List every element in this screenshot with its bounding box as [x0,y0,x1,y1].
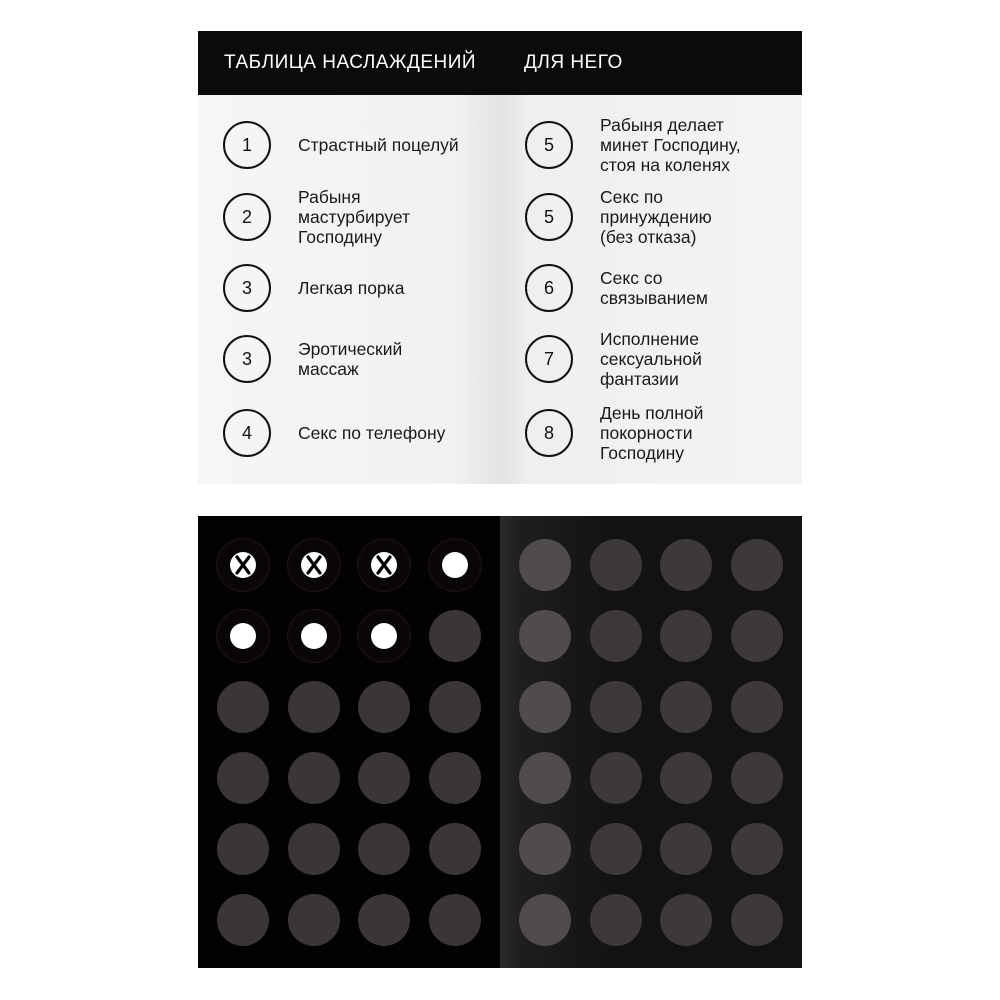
cross-mark-icon [371,552,397,578]
scratch-spot-covered[interactable] [358,752,410,804]
scratch-spot-covered[interactable] [731,610,783,662]
item-label: Легкая порка [298,278,405,298]
scratch-spot-revealed[interactable] [358,610,410,662]
scratch-spot-covered[interactable] [731,539,783,591]
scratch-spot-covered[interactable] [731,894,783,946]
scratch-spot-covered[interactable] [217,823,269,875]
item-label: Эротический массаж [298,339,403,379]
header-title-right: ДЛЯ НЕГО [524,52,623,73]
scratch-spot-covered[interactable] [519,610,571,662]
scratch-spot-revealed[interactable] [429,539,481,591]
item-label: День полной покорности Господину [600,403,704,463]
scratch-spot-covered[interactable] [288,894,340,946]
revealed-dot-icon [301,623,327,649]
revealed-dot-icon [442,552,468,578]
scratch-board [198,516,802,968]
scratch-spot-covered[interactable] [660,894,712,946]
scratch-spot-covered[interactable] [519,752,571,804]
scratch-spot-revealed[interactable] [217,610,269,662]
scratch-spot-covered[interactable] [590,539,642,591]
scratch-spot-covered[interactable] [217,681,269,733]
item-number-circle: 7 [525,335,573,383]
scratch-spot-covered[interactable] [217,752,269,804]
item-label: Рабыня делает минет Господину, стоя на коленях [600,115,741,175]
item-number-circle: 2 [223,193,271,241]
scratch-spot-covered[interactable] [519,539,571,591]
item-number-circle: 5 [525,121,573,169]
scratch-spot-covered[interactable] [358,823,410,875]
scratch-spot-covered[interactable] [288,823,340,875]
scratch-spot-covered[interactable] [519,894,571,946]
item-number-circle: 3 [223,335,271,383]
scratch-spot-covered[interactable] [519,681,571,733]
scratch-spot-covered[interactable] [288,681,340,733]
item-label: Исполнение сексуальной фантазии [600,329,702,389]
scratch-spot-covered[interactable] [590,823,642,875]
revealed-dot-icon [371,623,397,649]
scratch-spot-covered[interactable] [731,823,783,875]
item-label: Секс по телефону [298,423,446,443]
scratch-spot-covered[interactable] [429,894,481,946]
item-number-circle: 8 [525,409,573,457]
item-number-circle: 6 [525,264,573,312]
revealed-dot-icon [230,623,256,649]
scratch-spot-covered[interactable] [660,823,712,875]
scratch-spot-covered[interactable] [358,681,410,733]
scratch-spot-crossed[interactable] [288,539,340,591]
scratch-spot-covered[interactable] [217,894,269,946]
scratch-spot-covered[interactable] [660,610,712,662]
scratch-spot-covered[interactable] [590,681,642,733]
scratch-spot-covered[interactable] [429,681,481,733]
header-title-left: ТАБЛИЦА НАСЛАЖДЕНИЙ [224,52,477,73]
cross-mark-icon [230,552,256,578]
scratch-spot-covered[interactable] [429,752,481,804]
scratch-spot-covered[interactable] [590,610,642,662]
scratch-board-left [198,516,500,968]
scratch-spot-covered[interactable] [519,823,571,875]
scratch-spot-covered[interactable] [590,894,642,946]
scratch-spot-covered[interactable] [429,610,481,662]
item-number-circle: 4 [223,409,271,457]
scratch-spot-covered[interactable] [660,681,712,733]
item-number-circle: 3 [223,264,271,312]
item-label: Страстный поцелуй [298,135,459,155]
item-label: Рабыня мастурбирует Господину [298,187,411,247]
table-header [198,31,802,95]
item-number-circle: 5 [525,193,573,241]
pleasure-table-booklet [198,31,802,484]
scratch-spot-covered[interactable] [288,752,340,804]
scratch-board-right [500,516,802,968]
item-label: Секс со связыванием [600,268,708,308]
scratch-spot-covered[interactable] [660,539,712,591]
scratch-spot-covered[interactable] [358,894,410,946]
scratch-spot-covered[interactable] [660,752,712,804]
scratch-spot-revealed[interactable] [288,610,340,662]
scratch-spot-covered[interactable] [731,681,783,733]
scratch-spot-crossed[interactable] [358,539,410,591]
item-label: Секс по принуждению (без отказа) [600,187,712,247]
scratch-spot-covered[interactable] [731,752,783,804]
item-number-circle: 1 [223,121,271,169]
cross-mark-icon [301,552,327,578]
scratch-spot-covered[interactable] [429,823,481,875]
scratch-spot-covered[interactable] [590,752,642,804]
scratch-spot-crossed[interactable] [217,539,269,591]
